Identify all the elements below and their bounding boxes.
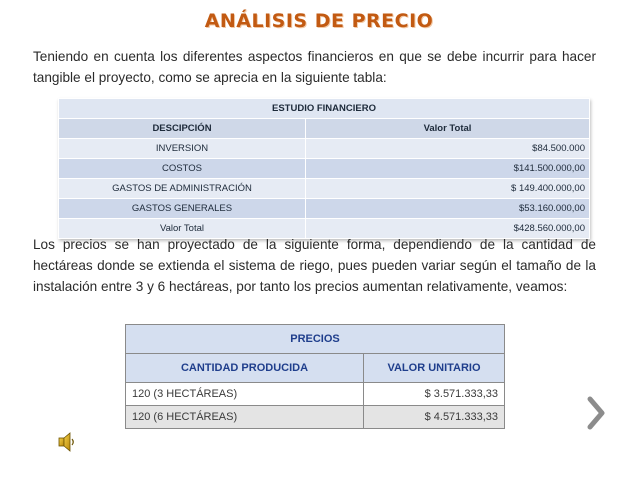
row-valor: $ 4.571.333,33: [364, 406, 505, 429]
estudio-financiero-table: [58, 98, 590, 239]
row-value: $ 149.400.000,00: [306, 179, 590, 199]
estudio-col-valor: Valor Total: [306, 119, 590, 139]
row-desc: Valor Total: [59, 219, 306, 239]
row-desc: GASTOS GENERALES: [59, 199, 306, 219]
row-cantidad: 120 (6 HECTÁREAS): [126, 406, 364, 429]
row-value: $141.500.000,00: [306, 159, 590, 179]
row-value: $428.560.000,00: [306, 219, 590, 239]
row-value: $84.500.000: [306, 139, 590, 159]
table-row: [59, 199, 590, 219]
table-row: [126, 383, 505, 406]
row-desc: GASTOS DE ADMINISTRACIÓN: [59, 179, 306, 199]
precios-table: [125, 324, 505, 429]
precios-paragraph: Los precios se han proyectado de la siguiente forma, dependiendo de la cantidad de hectáreas donde se extienda el sistema de riego, pues pueden variar según el tamaño de la instalación entre 3 y 6 hectáreas, por tanto los precios aumentan relativamente, veamos:: [33, 237, 596, 294]
speaker-icon[interactable]: [57, 430, 77, 454]
precios-title: PRECIOS: [126, 325, 505, 354]
row-value: $53.160.000,00: [306, 199, 590, 219]
estudio-title: ESTUDIO FINANCIERO: [59, 99, 590, 119]
intro-paragraph: Teniendo en cuenta los diferentes aspectos financieros en que se debe incurrir para hacer tangible el proyecto, como se aprecia en la siguiente tabla:: [33, 49, 596, 85]
estudio-col-descripcion: DESCIPCIÓN: [59, 119, 306, 139]
row-desc: INVERSION: [59, 139, 306, 159]
table-row: [59, 139, 590, 159]
table-row: [126, 406, 505, 429]
slide-title: ANÁLISIS DE PRECIO: [204, 10, 434, 32]
table-row: [59, 159, 590, 179]
chevron-right-icon[interactable]: [585, 393, 607, 433]
row-valor: $ 3.571.333,33: [364, 383, 505, 406]
row-cantidad: 120 (3 HECTÁREAS): [126, 383, 364, 406]
precios-col-valor: VALOR UNITARIO: [364, 354, 505, 383]
table-row: [59, 179, 590, 199]
precios-col-cantidad: CANTIDAD PRODUCIDA: [126, 354, 364, 383]
row-desc: COSTOS: [59, 159, 306, 179]
